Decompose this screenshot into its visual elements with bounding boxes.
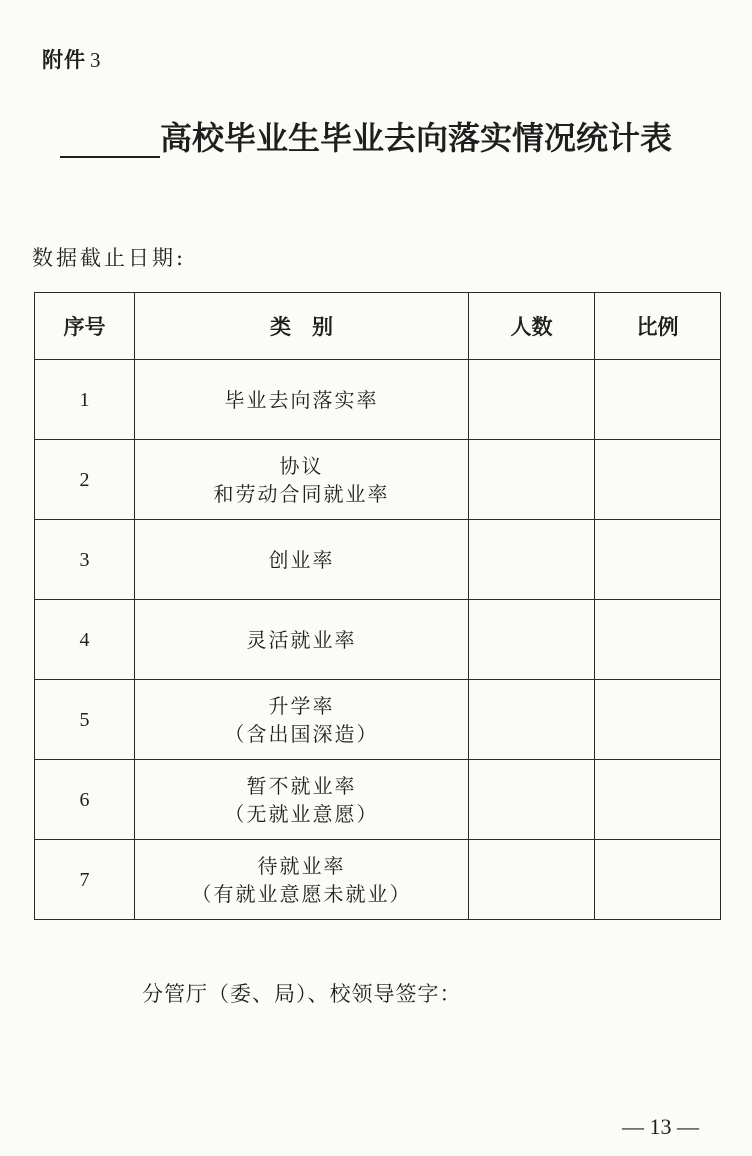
row-ratio-cell[interactable]: [595, 440, 721, 520]
row-count-cell[interactable]: [469, 360, 595, 440]
row-index: 4: [35, 600, 135, 680]
table-row: [35, 680, 721, 760]
table-row: [35, 840, 721, 920]
row-ratio-cell[interactable]: [595, 840, 721, 920]
attachment-text: 附件: [42, 48, 86, 72]
table-row: [35, 520, 721, 600]
row-count-cell[interactable]: [469, 760, 595, 840]
attachment-label: [42, 44, 102, 74]
row-index: 5: [35, 680, 135, 760]
row-category: [135, 600, 469, 680]
category-line-2: （有就业意愿未就业）: [191, 881, 412, 906]
row-count-cell[interactable]: [469, 680, 595, 760]
row-category: [135, 440, 469, 520]
table-row: [35, 760, 721, 840]
row-index: 7: [35, 840, 135, 920]
category-line-1: 暂不就业率: [246, 773, 357, 798]
title-text: 高校毕业生毕业去向落实情况统计表: [160, 119, 673, 157]
header-category: 类 别: [135, 293, 469, 360]
category-line-1: 毕业去向落实率: [224, 387, 379, 412]
page-number: — 13 —: [622, 1114, 699, 1139]
category-line-1: 创业率: [268, 547, 335, 572]
header-ratio: 比例: [595, 293, 721, 360]
row-index: 2: [35, 440, 135, 520]
table-row: [35, 440, 721, 520]
row-category: [135, 680, 469, 760]
row-category: [135, 360, 469, 440]
statistics-table: [34, 292, 721, 920]
category-line-1: 升学率: [268, 693, 335, 718]
row-index: 1: [35, 360, 135, 440]
row-index: 6: [35, 760, 135, 840]
row-category: [135, 840, 469, 920]
category-line-2: （含出国深造）: [224, 721, 379, 746]
row-category: [135, 760, 469, 840]
row-index: 3: [35, 520, 135, 600]
attachment-number: 3: [90, 48, 102, 72]
header-count: 人数: [469, 293, 595, 360]
row-ratio-cell[interactable]: [595, 680, 721, 760]
table-row: [35, 600, 721, 680]
category-line-2: （无就业意愿）: [224, 801, 379, 826]
row-count-cell[interactable]: [469, 600, 595, 680]
table-row: [35, 360, 721, 440]
row-count-cell[interactable]: [469, 520, 595, 600]
row-count-cell[interactable]: [469, 440, 595, 520]
row-ratio-cell[interactable]: [595, 600, 721, 680]
deadline-label: 数据截止日期:: [32, 246, 187, 270]
category-line-1: 待就业率: [257, 853, 346, 878]
signature-label: 分管厅（委、局）、校领导签字：: [142, 982, 462, 1006]
category-line-2: 和劳动合同就业率: [213, 481, 390, 506]
row-count-cell[interactable]: [469, 840, 595, 920]
table-header-row: [35, 293, 721, 360]
category-line-1: 灵活就业率: [246, 627, 357, 652]
row-ratio-cell[interactable]: [595, 760, 721, 840]
row-category: [135, 520, 469, 600]
title-blank-line: [60, 120, 160, 158]
page-title: [60, 118, 720, 162]
category-line-1: 协议: [279, 453, 324, 478]
header-index: 序号: [35, 293, 135, 360]
row-ratio-cell[interactable]: [595, 520, 721, 600]
row-ratio-cell[interactable]: [595, 360, 721, 440]
